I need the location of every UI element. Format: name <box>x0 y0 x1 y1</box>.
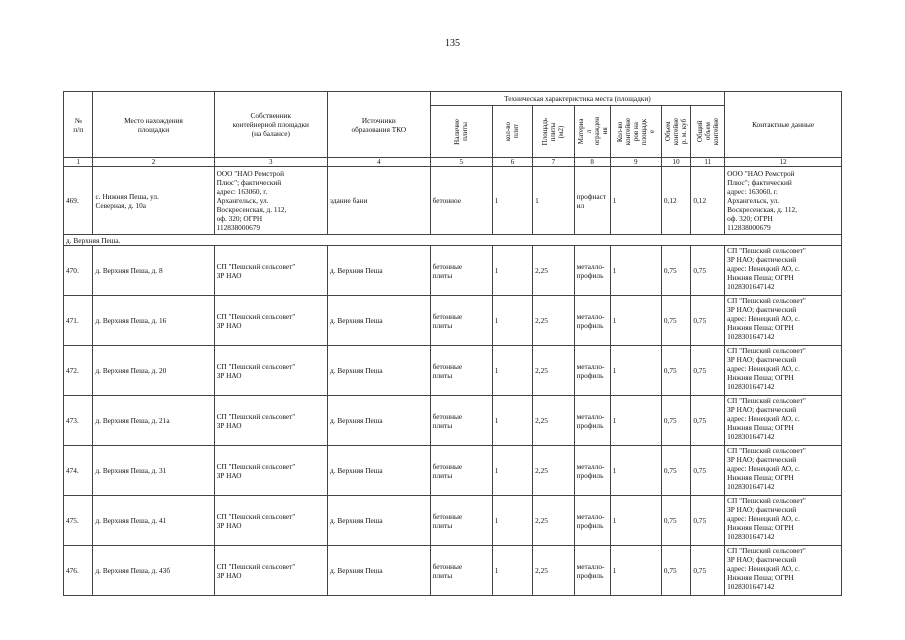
text-line: Воскресенская, д. 112, <box>216 205 287 214</box>
text-line: СП "Пешский сельсовет" <box>216 311 296 321</box>
col-number: 5 <box>430 158 492 167</box>
cell-plate-count: 1 <box>492 167 532 235</box>
text-line: профиль <box>576 320 604 330</box>
cell-plate-count: 1 <box>492 496 532 546</box>
text-line: 1028301647142 <box>727 382 775 391</box>
cell-material <box>574 296 610 346</box>
text-line: плиты <box>461 122 470 141</box>
header-owner <box>214 92 327 158</box>
cell-location: д. Верхняя Пеша, д. 20 <box>93 346 214 396</box>
cell-plate-count: 1 <box>492 296 532 346</box>
cell-plate-area: 2,25 <box>533 496 574 546</box>
text-line: площадки <box>137 124 170 134</box>
cell-container-qty: 1 <box>610 396 661 446</box>
table-row <box>64 496 842 546</box>
text-line: 1028301647142 <box>727 532 775 541</box>
text-line: Архангельск, ул. <box>216 196 269 205</box>
column-numbers-row <box>64 158 842 167</box>
cell-source: д. Верхняя Пеша <box>328 296 431 346</box>
text-line: профнаст <box>576 191 607 201</box>
text-line: СП "Пешский сельсовет" <box>727 396 806 405</box>
header-total-volume <box>691 106 725 158</box>
text-line: Плюс"; фактический <box>216 178 282 187</box>
text-line: СП "Пешский сельсовет" <box>727 546 806 555</box>
text-line: металло- <box>576 311 605 321</box>
text-line: адрес: Ненецкий АО, с. <box>727 364 800 373</box>
text-line: СП "Пешский сельсовет" <box>216 361 296 371</box>
header-location <box>93 92 214 158</box>
text-line: СП "Пешский сельсовет" <box>216 511 296 521</box>
text-line: плиты <box>432 320 453 330</box>
cell-total-volume: 0,75 <box>691 446 725 496</box>
page-number: 135 <box>445 38 460 49</box>
text-line: металло- <box>576 361 605 371</box>
col-number: 6 <box>492 158 532 167</box>
cell-material <box>574 246 610 296</box>
cell-plates <box>430 446 492 496</box>
header-plate-area <box>533 106 574 158</box>
cell-contacts <box>725 346 842 396</box>
cell-container-qty: 1 <box>610 296 661 346</box>
cell-plates: бетонное <box>430 167 492 235</box>
text-line: ЗР НАО; фактический <box>727 355 797 364</box>
cell-source: д. Верхняя Пеша <box>328 346 431 396</box>
col-number: 9 <box>610 158 661 167</box>
text-line: Нижняя Пеша; ОГРН <box>727 423 794 432</box>
text-line: контейне <box>711 117 720 146</box>
cell-plate-count: 1 <box>492 246 532 296</box>
text-line: профиль <box>576 270 604 280</box>
cell-container-volume: 0,75 <box>661 496 690 546</box>
text-line: ЗР НАО <box>216 470 242 480</box>
text-line: профиль <box>576 570 604 580</box>
text-line: Наличие <box>453 118 462 145</box>
cell-container-qty: 1 <box>610 346 661 396</box>
text-line: профиль <box>576 370 604 380</box>
cell-container-qty: 1 <box>610 167 661 235</box>
cell-container-volume: 0,75 <box>661 446 690 496</box>
text-line: Нижняя Пеша; ОГРН <box>727 323 794 332</box>
text-line: ЗР НАО; фактический <box>727 405 797 414</box>
cell-container-volume: 0,75 <box>661 246 690 296</box>
text-line: площадк <box>639 118 648 145</box>
text-line: СП "Пешский сельсовет" <box>727 296 806 305</box>
text-line: ил <box>576 200 585 210</box>
header-plates <box>430 106 492 158</box>
cell-num: 473. <box>64 396 93 446</box>
cell-plate-area: 2,25 <box>533 296 574 346</box>
text-line: адрес: 163060, г. <box>727 187 778 196</box>
text-line: Нижняя Пеша; ОГРН <box>727 473 794 482</box>
cell-source: д. Верхняя Пеша <box>328 396 431 446</box>
cell-contacts <box>725 246 842 296</box>
text-line: плиты <box>549 122 558 141</box>
text-line: ООО "НАО Ремстрой <box>216 169 284 178</box>
table-row <box>64 446 842 496</box>
cell-container-volume: 0,75 <box>661 346 690 396</box>
text-line: Источники <box>361 115 396 125</box>
table-row <box>64 167 842 235</box>
text-line: адрес: Ненецкий АО, с. <box>727 464 800 473</box>
text-line: ЗР НАО; фактический <box>727 555 797 564</box>
cell-num: 476. <box>64 546 93 596</box>
cell-plate-area: 1 <box>533 167 574 235</box>
cell-plates <box>430 296 492 346</box>
text-line: р. м. куб <box>680 118 689 145</box>
text-line: ЗР НАО; фактический <box>727 455 797 464</box>
text-line: ООО "НАО Ремстрой <box>727 169 795 178</box>
cell-source: д. Верхняя Пеша <box>328 546 431 596</box>
cell-material <box>574 167 610 235</box>
cell-contacts <box>725 546 842 596</box>
text-line: объем <box>703 122 712 141</box>
text-line: л <box>584 129 593 134</box>
cell-material <box>574 446 610 496</box>
text-line: СП "Пешский сельсовет" <box>727 496 806 505</box>
col-number: 12 <box>725 158 842 167</box>
text-line: бетонные <box>432 361 463 371</box>
text-line: СП "Пешский сельсовет" <box>216 261 296 271</box>
col-number: 10 <box>661 158 690 167</box>
col-number: 8 <box>574 158 610 167</box>
text-line: бетонные <box>432 411 463 421</box>
header-fence-material <box>574 106 610 158</box>
cell-total-volume: 0,12 <box>691 167 725 235</box>
cell-material <box>574 496 610 546</box>
table-row <box>64 246 842 296</box>
text-line: ЗР НАО <box>216 320 242 330</box>
cell-location <box>93 167 214 235</box>
cell-material <box>574 346 610 396</box>
col-number: 11 <box>691 158 725 167</box>
cell-contacts <box>725 446 842 496</box>
text-line: адрес: Ненецкий АО, с. <box>727 264 800 273</box>
text-line: бетонные <box>432 311 463 321</box>
text-line: Нижняя Пеша; ОГРН <box>727 523 794 532</box>
text-line: 1028301647142 <box>727 282 775 291</box>
cell-container-volume: 0,75 <box>661 546 690 596</box>
cell-location: д. Верхняя Пеша, д. 31 <box>93 446 214 496</box>
text-line: контейне <box>672 117 681 146</box>
text-line: ЗР НАО; фактический <box>727 255 797 264</box>
table-row <box>64 396 842 446</box>
text-line: плиты <box>432 470 453 480</box>
cell-plates <box>430 546 492 596</box>
cell-num: 474. <box>64 446 93 496</box>
cell-container-qty: 1 <box>610 496 661 546</box>
text-line: 1028301647142 <box>727 432 775 441</box>
text-line: металло- <box>576 461 605 471</box>
text-line: Место нахождения <box>124 115 183 125</box>
text-line: ров на <box>631 122 640 141</box>
cell-total-volume: 0,75 <box>691 296 725 346</box>
col-number: 1 <box>64 158 93 167</box>
col-number: 7 <box>533 158 574 167</box>
cell-plate-area: 2,25 <box>533 246 574 296</box>
text-line: 112838000679 <box>727 223 771 232</box>
cell-owner <box>214 546 327 596</box>
text-line: ЗР НАО <box>216 270 242 280</box>
cell-total-volume: 0,75 <box>691 546 725 596</box>
text-line: с. Нижняя Пеша, ул. <box>95 191 159 201</box>
text-line: металло- <box>576 511 605 521</box>
cell-location: д. Верхняя Пеша, д. 21а <box>93 396 214 446</box>
section-title: д. Верхняя Пеша. <box>64 235 842 246</box>
text-line: огражден <box>592 117 601 146</box>
text-line: 112838000679 <box>216 223 261 232</box>
cell-owner <box>214 296 327 346</box>
cell-plates <box>430 396 492 446</box>
cell-plate-area: 2,25 <box>533 396 574 446</box>
text-line: ЗР НАО; фактический <box>727 305 797 314</box>
text-line: контейне <box>623 117 632 146</box>
cell-num: 475. <box>64 496 93 546</box>
text-line: ЗР НАО <box>216 420 242 430</box>
cell-location: д. Верхняя Пеша, д. 43б <box>93 546 214 596</box>
cell-plate-count: 1 <box>492 396 532 446</box>
cell-plates <box>430 346 492 396</box>
text-line: Воскресенская, д. 112, <box>727 205 797 214</box>
text-line: плиты <box>432 520 453 530</box>
table-row <box>64 346 842 396</box>
cell-total-volume: 0,75 <box>691 496 725 546</box>
header-plate-count <box>492 106 532 158</box>
text-line: Объем <box>664 121 673 142</box>
text-line: 1028301647142 <box>727 332 775 341</box>
text-line: СП "Пешский сельсовет" <box>216 561 296 571</box>
cell-num: 471. <box>64 296 93 346</box>
cell-container-volume: 0,75 <box>661 396 690 446</box>
cell-source: здание бани <box>328 167 431 235</box>
text-line: Кол-во <box>615 121 624 142</box>
cell-contacts <box>725 296 842 346</box>
text-line: СП "Пешский сельсовет" <box>216 411 296 421</box>
text-line: адрес: Ненецкий АО, с. <box>727 564 800 573</box>
text-line: ЗР НАО <box>216 520 242 530</box>
text-line: СП "Пешский сельсовет" <box>216 461 296 471</box>
header-tech: Техническая характеристика места (площадки) <box>430 92 725 106</box>
text-line: СП "Пешский сельсовет" <box>727 246 806 255</box>
text-line: Общий <box>695 120 704 143</box>
header-container-volume <box>661 106 690 158</box>
text-line: Архангельск, ул. <box>727 196 780 205</box>
cell-container-volume: 0,12 <box>661 167 690 235</box>
cell-plate-count: 1 <box>492 446 532 496</box>
cell-owner <box>214 167 327 235</box>
cell-num: 469. <box>64 167 93 235</box>
table-row <box>64 296 842 346</box>
cell-contacts <box>725 167 842 235</box>
cell-plate-count: 1 <box>492 546 532 596</box>
cell-container-qty: 1 <box>610 446 661 496</box>
cell-contacts <box>725 396 842 446</box>
header-num <box>64 92 93 158</box>
cell-container-qty: 1 <box>610 246 661 296</box>
text-line: Площадь <box>541 117 550 146</box>
text-line: профиль <box>576 420 604 430</box>
text-line: Материа <box>576 118 585 145</box>
text-line: адрес: 163060, г. <box>216 187 268 196</box>
table-row <box>64 546 842 596</box>
cell-source: д. Верхняя Пеша <box>328 446 431 496</box>
header-contacts: Контактные данные <box>725 92 842 158</box>
text-line: СП "Пешский сельсовет" <box>727 346 806 355</box>
cell-plates <box>430 246 492 296</box>
text-line: бетонные <box>432 561 463 571</box>
cell-container-volume: 0,75 <box>661 296 690 346</box>
cell-location: д. Верхняя Пеша, д. 16 <box>93 296 214 346</box>
col-number: 2 <box>93 158 214 167</box>
cell-location: д. Верхняя Пеша, д. 41 <box>93 496 214 546</box>
text-line: 1028301647142 <box>727 582 775 591</box>
text-line: ЗР НАО; фактический <box>727 505 797 514</box>
cell-owner <box>214 496 327 546</box>
text-line: ия <box>600 128 609 135</box>
text-line: плит <box>512 124 521 139</box>
cell-plate-count: 1 <box>492 346 532 396</box>
text-line: адрес: Ненецкий АО, с. <box>727 414 800 423</box>
text-line: адрес: Ненецкий АО, с. <box>727 514 800 523</box>
cell-total-volume: 0,75 <box>691 346 725 396</box>
section-row <box>64 235 842 246</box>
text-line: бетонные <box>432 261 463 271</box>
text-line: Северная, д. 10а <box>95 200 146 210</box>
text-line: оф. 320; ОГРН <box>216 214 263 223</box>
text-line: адрес: Ненецкий АО, с. <box>727 314 800 323</box>
text-line: 1028301647142 <box>727 482 775 491</box>
text-line: кол-во <box>504 121 513 142</box>
col-number: 4 <box>328 158 431 167</box>
text-line: Нижняя Пеша; ОГРН <box>727 373 794 382</box>
text-line: Нижняя Пеша; ОГРН <box>727 573 794 582</box>
text-line: профиль <box>576 520 604 530</box>
cell-material <box>574 546 610 596</box>
cell-plates <box>430 496 492 546</box>
text-line: плиты <box>432 570 453 580</box>
cell-container-qty: 1 <box>610 546 661 596</box>
col-number: 3 <box>214 158 327 167</box>
text-line: плиты <box>432 370 453 380</box>
cell-plate-area: 2,25 <box>533 346 574 396</box>
text-line: бетонные <box>432 461 463 471</box>
cell-contacts <box>725 496 842 546</box>
cell-owner <box>214 396 327 446</box>
text-line: № <box>74 115 82 125</box>
cell-material <box>574 396 610 446</box>
text-line: (на балансе) <box>251 129 290 138</box>
text-line: плиты <box>432 420 453 430</box>
text-line: металло- <box>576 411 605 421</box>
cell-num: 472. <box>64 346 93 396</box>
text-line: (м2) <box>557 125 566 138</box>
cell-total-volume: 0,75 <box>691 396 725 446</box>
text-line: Плюс"; фактический <box>727 178 792 187</box>
cell-num: 470. <box>64 246 93 296</box>
text-line: оф. 320; ОГРН <box>727 214 773 223</box>
register-table <box>63 91 842 596</box>
text-line: профиль <box>576 470 604 480</box>
text-line: металло- <box>576 561 605 571</box>
text-line: образования ТКО <box>351 124 407 134</box>
text-line: Собственник <box>250 111 292 120</box>
cell-owner <box>214 346 327 396</box>
text-line: ЗР НАО <box>216 570 242 580</box>
cell-plate-area: 2,25 <box>533 546 574 596</box>
text-line: металло- <box>576 261 605 271</box>
cell-source: д. Верхняя Пеша <box>328 496 431 546</box>
cell-owner <box>214 246 327 296</box>
text-line: бетонные <box>432 511 463 521</box>
cell-total-volume: 0,75 <box>691 246 725 296</box>
text-line: плиты <box>432 270 453 280</box>
text-line: контейнерной площадки <box>232 120 309 129</box>
cell-plate-area: 2,25 <box>533 446 574 496</box>
text-line: Нижняя Пеша; ОГРН <box>727 273 794 282</box>
text-line: СП "Пешский сельсовет" <box>727 446 806 455</box>
text-line: ЗР НАО <box>216 370 242 380</box>
header-sources <box>328 92 431 158</box>
cell-source: д. Верхняя Пеша <box>328 246 431 296</box>
text-line: п/п <box>73 124 84 134</box>
header-container-qty <box>610 106 661 158</box>
text-line: е <box>647 129 656 134</box>
cell-owner <box>214 446 327 496</box>
cell-location: д. Верхняя Пеша, д. 8 <box>93 246 214 296</box>
